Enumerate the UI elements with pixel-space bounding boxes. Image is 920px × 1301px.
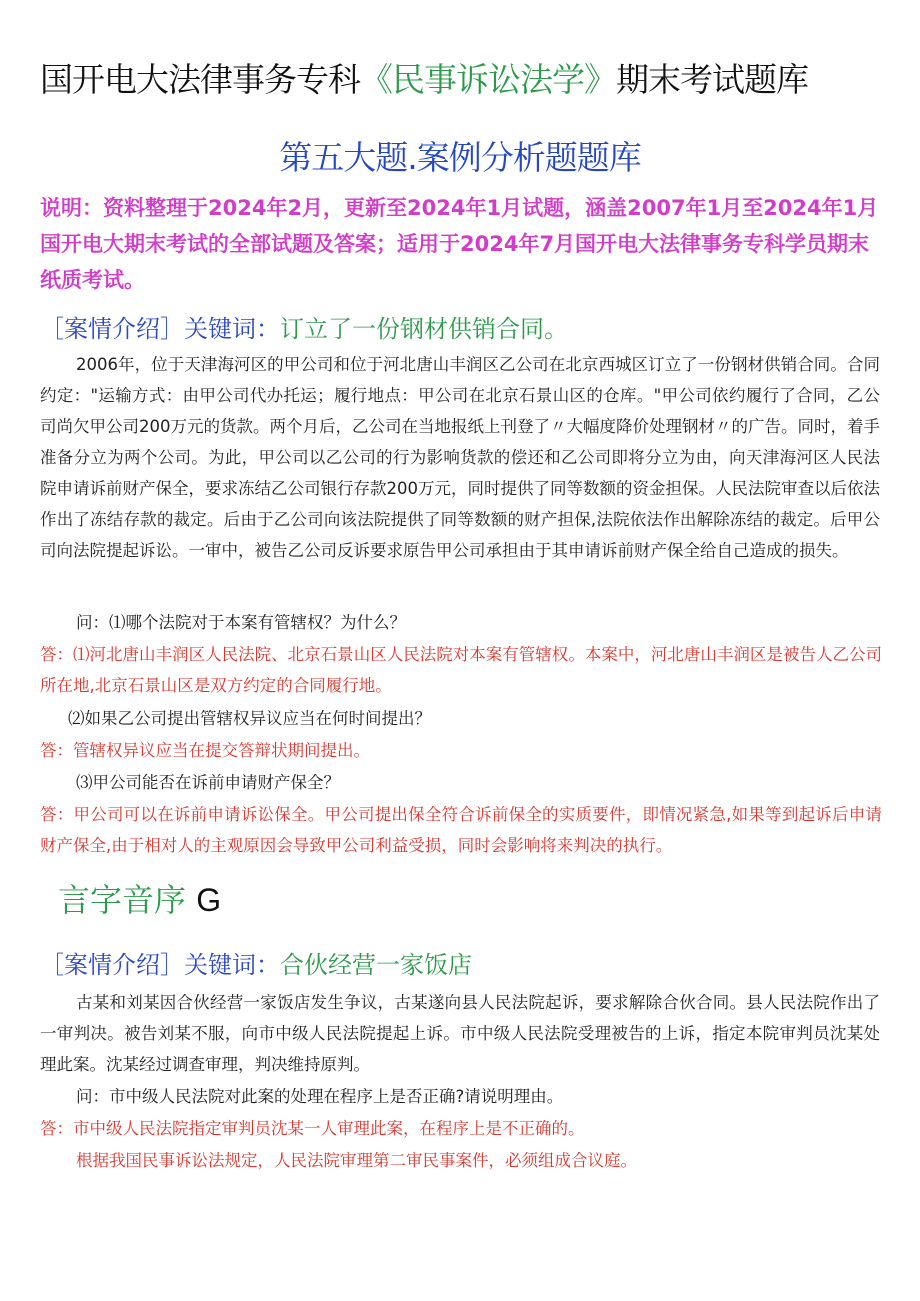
case2-answer-1: 答：市中级人民法院指定审判员沈某一人审理此案，在程序上是不正确的。 bbox=[40, 1119, 585, 1138]
title-suffix: 期末考试题库 bbox=[616, 60, 808, 99]
case1-answer-3: 答：甲公司可以在诉前申请诉讼保全。甲公司提出保全符合诉前保全的实质要件，即情况紧急,如果等到起诉后申请财产保全,由于相对人的主观原因会导致甲公司利益受损，同时会影响将来判决的执行。 bbox=[40, 805, 882, 855]
case2-label: ［案情介绍］关键词： bbox=[40, 951, 280, 979]
pinyin-index-letter: G bbox=[196, 882, 222, 918]
case2-heading bbox=[40, 948, 472, 982]
case1-question-2: ⑵如果乙公司提出管辖权异议应当在何时间提出？ bbox=[68, 709, 431, 728]
case2-question-1: 问：市中级人民法院对此案的处理在程序上是否正确?请说明理由。 bbox=[76, 1087, 564, 1106]
description-note: 说明：资料整理于2024年2月，更新至2024年1月试题，涵盖2007年1月至2024年1月国开电大期末考试的全部试题及答案；适用于2024年7月国开电大法律事务专科学员期末纸质考试。 bbox=[40, 196, 879, 292]
case2-answer-2: 根据我国民事诉讼法规定，人民法院审理第二审民事案件，必须组成合议庭。 bbox=[76, 1151, 637, 1170]
pinyin-index-heading bbox=[58, 876, 221, 924]
case1-label: ［案情介绍］关键词： bbox=[40, 315, 280, 343]
section-title: 第五大题.案例分析题题库 bbox=[279, 138, 641, 177]
title-course-name: 《民事诉讼法学》 bbox=[360, 60, 616, 99]
case1-question-3: ⑶甲公司能否在诉前申请财产保全？ bbox=[76, 773, 340, 792]
case2-keyword: 合伙经营一家饭店 bbox=[280, 951, 472, 979]
document-title bbox=[40, 58, 900, 102]
case1-body: 2006年，位于天津海河区的甲公司和位于河北唐山丰润区乙公司在北京西城区订立了一份钢材供销合同。合同约定："运输方式：由甲公司代办托运；履行地点：甲公司在北京石景山区的仓库。"甲公司依约履行了合同，乙公司尚欠甲公司200万元的货款。两个月后，乙公司在当地报纸上刊登了〃大幅度降价处理钢材〃的广告。同时，着手准备分立为两个公司。为此，甲公司以乙公司的行为影响货款的偿还和乙公司即将分立为由，向天津海河区人民法院申请诉前财产保全，要求冻结乙公司银行存款200万元，同时提供了同等数额的资金担保。人民法院审查以后依法作出了冻结存款的裁定。后由于乙公司向该法院提供了同等数额的财产担保,法院依法作出解除冻结的裁定。后甲公司向法院提起诉讼。一审中，被告乙公司反诉要求原告甲公司承担由于其申请诉前财产保全给自己造成的损失。 bbox=[40, 355, 880, 560]
pinyin-index-label: 言字音序 bbox=[58, 881, 187, 919]
case1-keyword: 订立了一份钢材供销合同。 bbox=[280, 315, 568, 343]
case1-heading bbox=[40, 312, 568, 346]
title-prefix: 国开电大法律事务专科 bbox=[40, 60, 360, 99]
case1-question-1: 问：⑴哪个法院对于本案有管辖权？为什么？ bbox=[76, 613, 406, 632]
case1-answer-2: 答：管辖权异议应当在提交答辩状期间提出。 bbox=[40, 741, 370, 760]
case2-body: 古某和刘某因合伙经营一家饭店发生争议，古某遂向县人民法院起诉，要求解除合伙合同。县人民法院作出了一审判决。被告刘某不服，向市中级人民法院提起上诉。市中级人民法院受理被告的上诉，指定本院审判员沈某处理此案。沈某经过调查审理，判决维持原判。 bbox=[40, 993, 880, 1074]
case1-answer-1: 答：⑴河北唐山丰润区人民法院、北京石景山区人民法院对本案有管辖权。本案中，河北唐山丰润区是被告人乙公司所在地,北京石景山区是双方约定的合同履行地。 bbox=[40, 645, 882, 695]
